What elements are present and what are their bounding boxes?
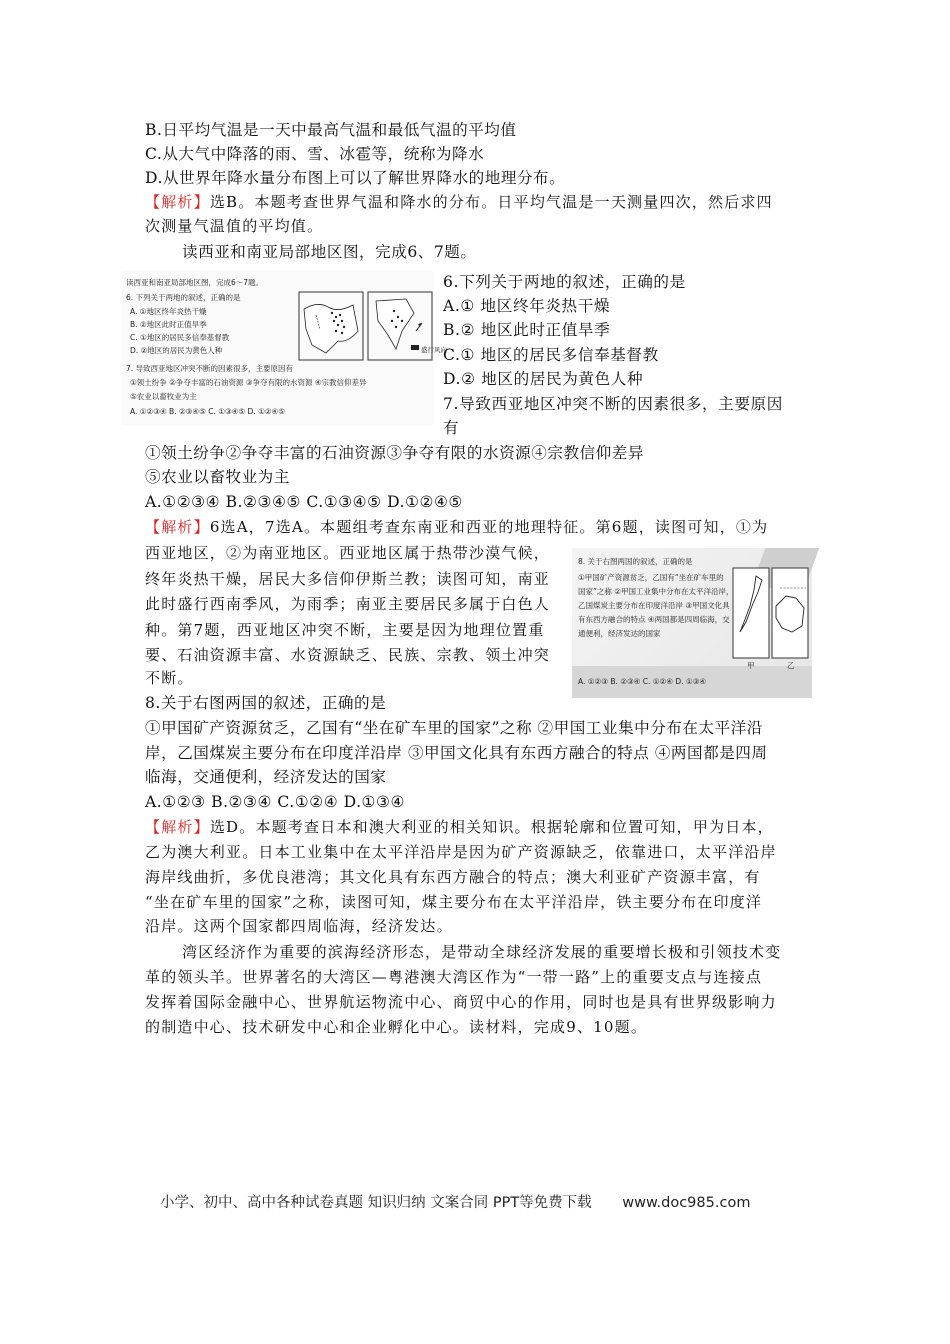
q6-option-a: A.① 地区终年炎热干燥 xyxy=(443,297,611,315)
q8-stem: 8.关于右图两国的叙述，正确的是 xyxy=(145,694,387,712)
q7-stem-cont: 有 xyxy=(443,419,460,437)
analysis-text: 6选A，7选A。本题组考查东南亚和西亚的地理特征。第6题，读图可知，①为 xyxy=(209,518,769,536)
analysis-tag: 【解析】 xyxy=(145,518,210,536)
analysis-tag: 【解析】 xyxy=(145,193,210,211)
option-d-text: D.从世界年降水量分布图上可以了解世界降水的地理分布。 xyxy=(145,169,566,187)
analysis-8-line: 乙为澳大利亚。日本工业集中在太平洋沿岸是因为矿产资源缺乏，依靠进口，太平洋沿岸 xyxy=(145,843,777,861)
option-c-text: C.从大气中降落的雨、雪、冰雹等，统称为降水 xyxy=(145,145,485,163)
scan-line: 6. 下列关于两地的叙述，正确的是 xyxy=(126,293,241,302)
analysis-67-line: 终年炎热干燥，居民大多信仰伊斯兰教；读图可知，南亚 xyxy=(145,570,551,588)
analysis-text: 选B。本题考查世界气温和降水的分布。日平均气温是一天测量四次，然后求四 xyxy=(209,193,773,211)
q7-items-cont: ⑤农业以畜牧业为主 xyxy=(145,468,290,486)
scan-line: 有东西方融合的特点 ④两国都是四周临海，交 xyxy=(578,615,730,624)
scan-line: ①领土纷争 ②争夺丰富的石油资源 ③争夺有限的水资源 ④宗教信仰差异 xyxy=(130,378,367,387)
scan-line: D. ②地区的居民为黄色人种 xyxy=(130,346,223,355)
scan-line: 8. 关于右图两国的叙述，正确的是 xyxy=(578,557,693,566)
scan-line: C. ①地区的居民多信奉基督教 xyxy=(130,333,230,342)
bay-paragraph: 湾区经济作为重要的滨海经济形态，是带动全球经济发展的重要增长极和引领技术变 xyxy=(182,943,782,961)
scan-line: A. ①②③ B. ②③④ C. ①②④ D. ①③④ xyxy=(578,677,707,686)
bay-paragraph: 的制造中心、技术研发中心和企业孵化中心。读材料，完成9、10题。 xyxy=(145,1018,648,1036)
scan-line: ①甲国矿产资源贫乏，乙国有“坐在矿车里的 xyxy=(578,573,724,582)
bay-paragraph: 革的领头羊。世界著名的大湾区—粤港澳大湾区作为“一带一路”上的重要支点与连接点 xyxy=(145,968,763,986)
q8-options: A.①②③ B.②③④ C.①②④ D.①③④ xyxy=(145,793,405,811)
q7-items: ①领土纷争②争夺丰富的石油资源③争夺有限的水资源④宗教信仰差异 xyxy=(145,444,644,462)
map-legend-label: 盛行风向 xyxy=(421,346,447,354)
analysis-67-line: 此时盛行西南季风，为雨季；南亚主要居民多属于白色人 xyxy=(145,595,551,613)
analysis-67-line: 种。第7题，西亚地区冲突不断，主要是因为地理位置重 xyxy=(145,621,545,639)
q8-items: 岸，乙国煤炭主要分布在印度洋沿岸 ③甲国文化具有东西方融合的特点 ④两国都是四周 xyxy=(145,744,768,762)
q8-items: ①甲国矿产资源贫乏，乙国有“坐在矿车里的国家”之称 ②甲国工业集中分布在太平洋沿 xyxy=(145,719,763,737)
analysis-tag: 【解析】 xyxy=(145,818,210,836)
q6-option-c: C.① 地区的居民多信奉基督教 xyxy=(443,346,659,364)
q7-options: A.①②③④ B.②③④⑤ C.①③④⑤ D.①②④⑤ xyxy=(145,493,463,511)
map-japan-australia xyxy=(732,566,810,662)
scan-line: 乙国煤炭主要分布在印度洋沿岸 ③甲国文化具 xyxy=(578,601,730,610)
scan-line: ⑤农业以畜牧业为主 xyxy=(130,392,197,401)
map-label-yi: 乙 xyxy=(787,661,795,670)
analysis-67 xyxy=(145,515,768,539)
map-label-jia: 甲 xyxy=(747,661,755,670)
scan-line: 通便利，经济发达的国家 xyxy=(578,629,661,638)
analysis-8-line: 沿岸。这两个国家都四周临海，经济发达。 xyxy=(145,917,453,935)
analysis-5 xyxy=(145,190,773,214)
scan-line: 国家”之称 ②甲国工业集中分布在太平洋沿岸， xyxy=(578,587,734,596)
q8-items: 临海，交通便利，经济发达的国家 xyxy=(145,768,387,786)
analysis-67-line: 西亚地区，②为南亚地区。西亚地区属于热带沙漠气候， xyxy=(145,544,551,562)
analysis-8 xyxy=(145,815,774,839)
scan-line: B. ②地区此时正值旱季 xyxy=(130,320,207,329)
q6-stem: 6.下列关于两地的叙述，正确的是 xyxy=(443,273,686,291)
scan-image-q8 xyxy=(572,548,812,698)
footer xyxy=(160,1191,750,1212)
q6-option-d: D.② 地区的居民为黄色人种 xyxy=(443,370,644,388)
map-west-south-asia xyxy=(298,291,434,361)
analysis-5-cont: 次测量气温值的平均值。 xyxy=(145,217,324,235)
scan-line: 7. 导致西亚地区冲突不断的因素很多，主要原因有 xyxy=(126,364,294,373)
scan-line: A. ①②③④ B. ②③④⑤ C. ①③④⑤ D. ①②④⑤ xyxy=(130,407,285,416)
q67-intro: 读西亚和南亚局部地区图，完成6、7题。 xyxy=(182,243,477,261)
scan-line: A. ①地区终年炎热干燥 xyxy=(130,307,207,316)
option-b-text: B.日平均气温是一天中最高气温和最低气温的平均值 xyxy=(145,121,517,139)
scan-image-q67 xyxy=(122,271,447,425)
analysis-8-line: 海岸线曲折，多优良港湾；其文化具有东西方融合的特点；澳大利亚矿产资源丰富，有 xyxy=(145,868,761,886)
footer-link[interactable]: www.doc985.com xyxy=(622,1195,751,1211)
footer-text: 小学、初中、高中各种试卷真题 知识归纳 文案合同 PPT等免费下载 xyxy=(160,1195,592,1211)
bay-paragraph: 发挥着国际金融中心、世界航运物流中心、商贸中心的作用，同时也是具有世界级影响力 xyxy=(145,993,777,1011)
analysis-67-line: 要、石油资源丰富、水资源缺乏、民族、宗教、领土冲突 xyxy=(145,646,551,664)
analysis-text: 选D。本题考查日本和澳大利亚的相关知识。根据轮廓和位置可知，甲为日本， xyxy=(209,818,774,836)
analysis-67-line: 不断。 xyxy=(145,669,194,687)
analysis-8-line: “坐在矿车里的国家”之称，读图可知，煤主要分布在太平洋沿岸，铁主要分布在印度洋 xyxy=(145,893,763,911)
q7-stem: 7.导致西亚地区冲突不断的因素很多，主要原因 xyxy=(443,395,783,413)
scan-line: 读西亚和南亚局部地区图，完成6～7题。 xyxy=(126,278,264,287)
q6-option-b: B.② 地区此时正值旱季 xyxy=(443,321,611,339)
